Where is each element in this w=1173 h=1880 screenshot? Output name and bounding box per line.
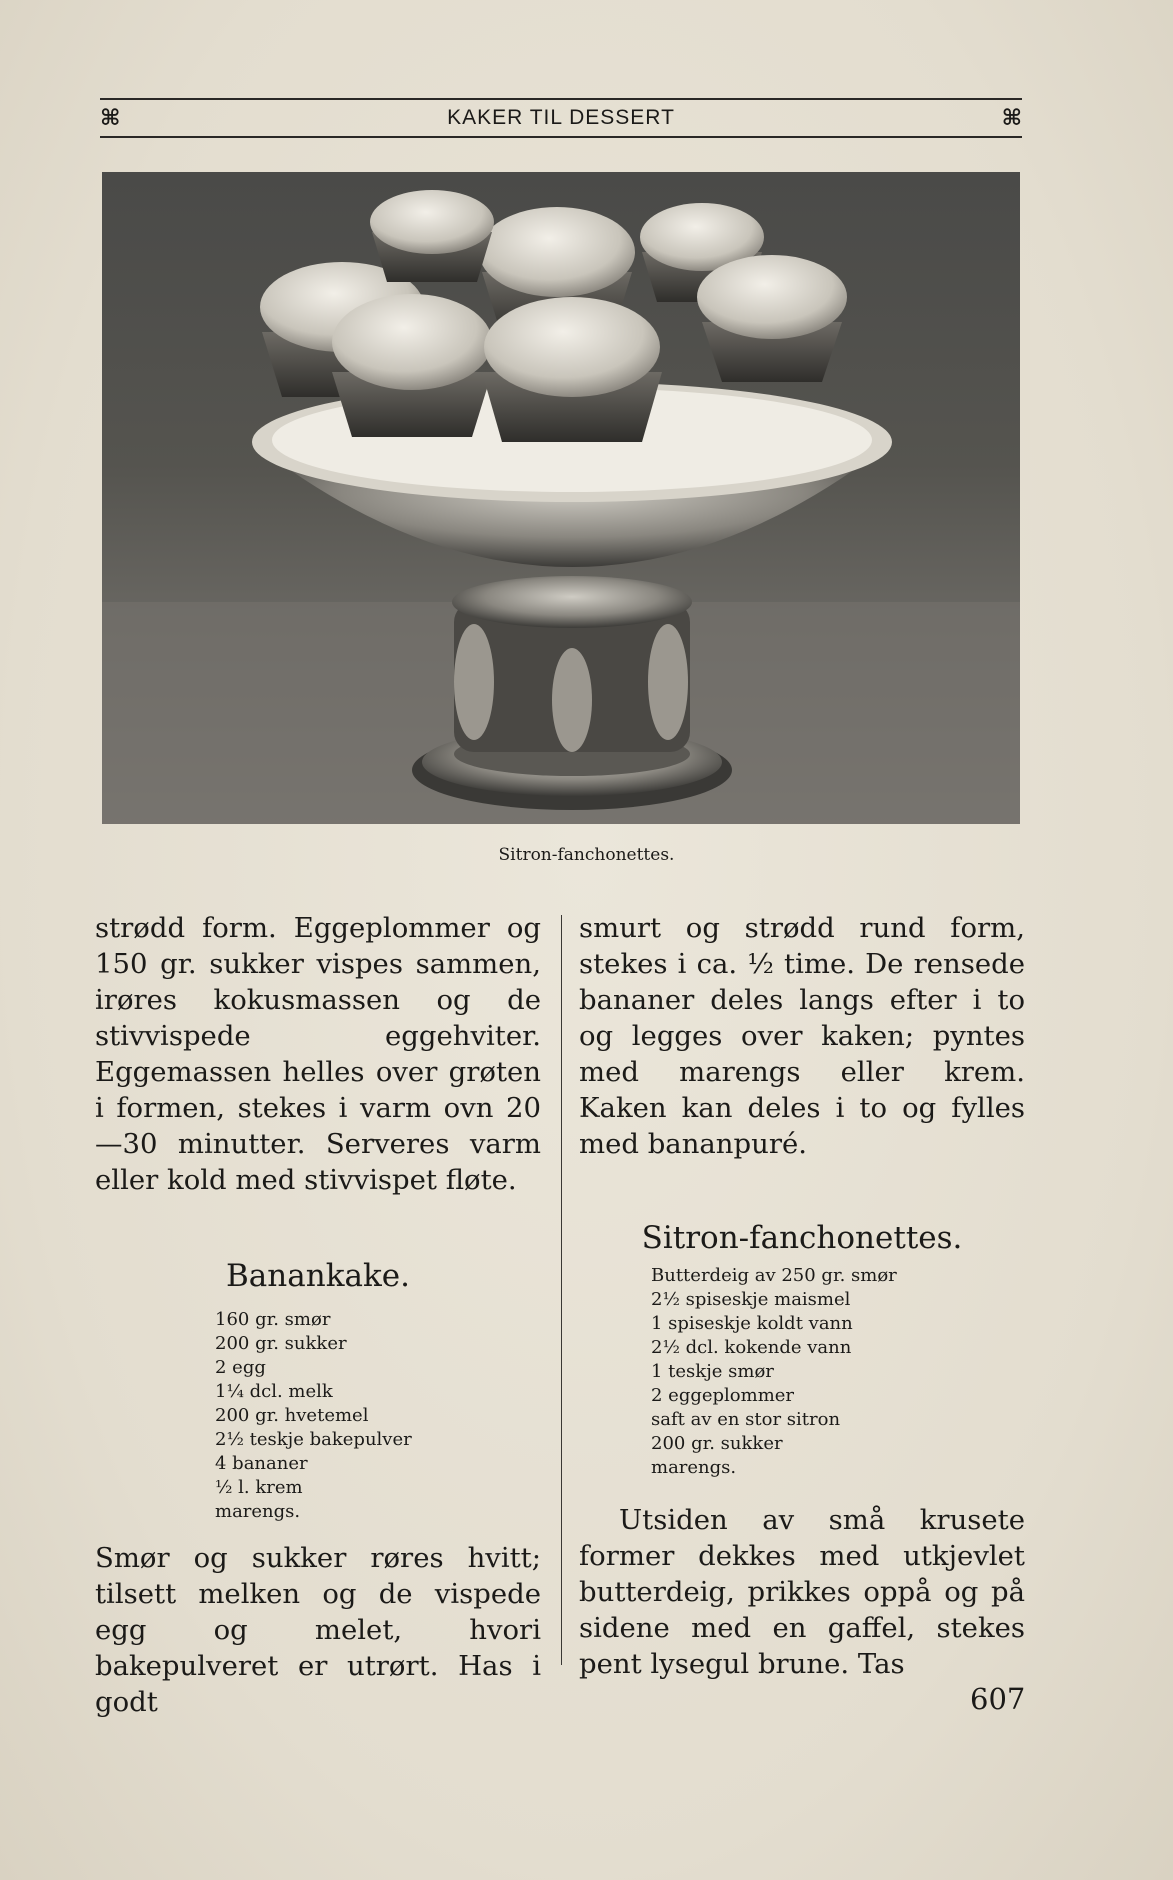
ingredient-item: marengs. bbox=[651, 1457, 737, 1478]
ingredient-item: saft av en stor sitron bbox=[651, 1409, 841, 1430]
column-divider bbox=[561, 915, 562, 1665]
ingredient-item: 2 eggeplommer bbox=[651, 1385, 795, 1406]
ingredient-item: 1 spiseskje koldt vann bbox=[651, 1313, 853, 1334]
right-intro-paragraph: smurt og strødd rund form, stekes i ca. ½ time. De rensede bananer deles langs efter i to og legges over kaken; pyntes med marengs eller krem. Kaken kan deles i to og fylles med bananpuré. bbox=[579, 912, 1025, 1160]
figure-caption: Sitron-fanchonettes. bbox=[498, 845, 675, 865]
header-title: KAKER TIL DESSERT bbox=[447, 106, 675, 129]
banankake-method-paragraph: Smør og sukker røres hvitt; tilsett melken og de vispede egg og melet, hvori bakepulveret er utrørt. Has i godt bbox=[95, 1542, 541, 1718]
ingredient-item: Butterdeig av 250 gr. smør bbox=[651, 1265, 897, 1286]
header-ornament-left: ⌘ bbox=[100, 105, 121, 131]
ingredient-item: 200 gr. sukker bbox=[215, 1333, 347, 1354]
running-header bbox=[100, 98, 1022, 138]
ingredient-item: 1 teskje smør bbox=[651, 1361, 774, 1382]
ingredient-item: 2½ spiseskje maismel bbox=[651, 1289, 851, 1310]
banankake-ingredient-list bbox=[215, 1308, 541, 1524]
right-column bbox=[579, 910, 1025, 1682]
recipe-title-banankake: Banankake. bbox=[226, 1258, 410, 1294]
ingredient-item: 200 gr. hvetemel bbox=[215, 1405, 369, 1426]
ingredient-item: ½ l. krem bbox=[215, 1477, 303, 1498]
page-number: 607 bbox=[970, 1682, 1026, 1716]
dessert-photograph bbox=[102, 172, 1020, 824]
header-ornament-right: ⌘ bbox=[1001, 105, 1022, 131]
ingredient-item: 200 gr. sukker bbox=[651, 1433, 783, 1454]
tartlets-on-pedestal-dish-illustration bbox=[102, 172, 1020, 824]
fanchonettes-ingredient-list bbox=[651, 1264, 1025, 1480]
ingredient-item: 2½ dcl. kokende vann bbox=[651, 1337, 852, 1358]
fanchonettes-method-paragraph: Utsiden av små krusete former dekkes med utkjevlet butterdeig, prikkes oppå og på sidene med en gaffel, stekes pent lysegul brune. Tas bbox=[579, 1504, 1025, 1680]
recipe-title-sitron-fanchonettes: Sitron-fanchonettes. bbox=[641, 1220, 963, 1256]
ingredient-item: 160 gr. smør bbox=[215, 1309, 331, 1330]
ingredient-item: 4 bananer bbox=[215, 1453, 308, 1474]
left-column bbox=[95, 910, 541, 1720]
left-intro-paragraph: strødd form. Eggeplommer og 150 gr. sukker vispes sammen, irøres kokusmassen og de stivvispede eggehviter. Eggemassen helles over grøten i formen, stekes i varm ovn 20—30 minutter. Serveres varm eller kold med stivvispet fløte. bbox=[95, 912, 541, 1196]
ingredient-item: 2 egg bbox=[215, 1357, 266, 1378]
ingredient-item: 1¼ dcl. melk bbox=[215, 1381, 333, 1402]
ingredient-item: marengs. bbox=[215, 1501, 301, 1522]
ingredient-item: 2½ teskje bakepulver bbox=[215, 1429, 412, 1450]
